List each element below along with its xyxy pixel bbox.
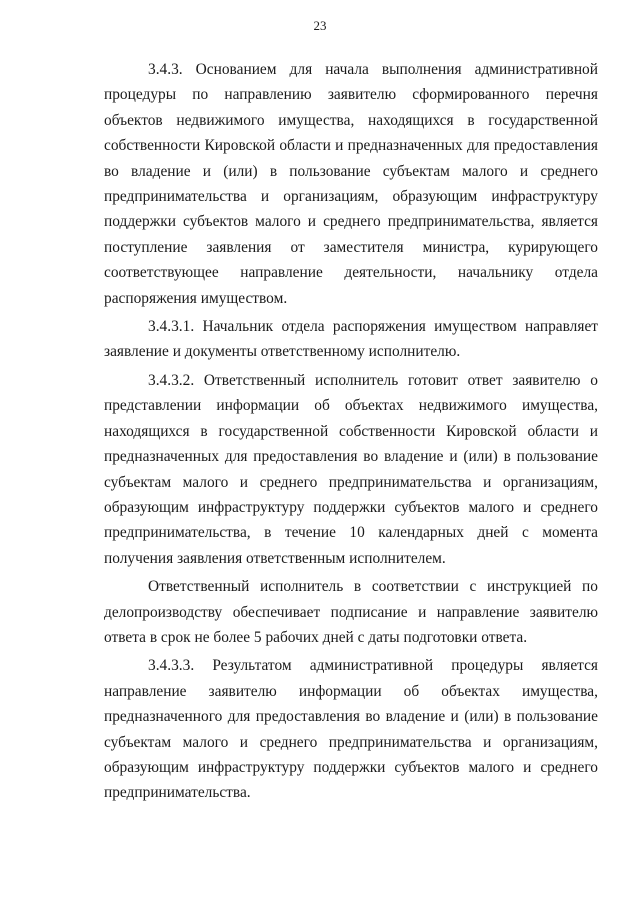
- paragraph-3-4-3-2: 3.4.3.2. Ответственный исполнитель готовит ответ заявителю о представлении информации об объектах недвижимого имущества, находящихся в государственной собственности Кировской области и предназначенных для предоставления во владение и (или) в пользование субъектам малого и среднего предпринимательства и организациям, образующим инфраструктуру поддержки субъектов малого и среднего предпринимательства, в течение 10 календарных дней с момента получения заявления ответственным исполнителем.: [104, 371, 598, 567]
- paragraph-3-4-3: 3.4.3. Основанием для начала выполнения административной процедуры по направлению заявителю сформированного перечня объектов недвижимого имущества, находящихся в государственной собственности Кировской области и предназначенных для предоставления во владение и (или) в пользование субъектам малого и среднего предпринимательства и организациям, образующим инфраструктуру поддержки субъектов малого и среднего предпринимательства, является поступление заявления от заместителя министра, курирующего соответствующее направление деятельности, начальнику отдела распоряжения имуществом.: [104, 61, 598, 307]
- paragraph-3-4-3-3: 3.4.3.3. Результатом административной процедуры является направление заявителю информации об объектах имущества, предназначенного для предоставления во владение и (или) в пользование субъектам малого и среднего предпринимательства и организациям, образующим инфраструктуру поддержки субъектов малого и среднего предпринимательства.: [104, 657, 598, 802]
- paragraph-responsible-executor: Ответственный исполнитель в соответствии с инструкцией по делопроизводству обеспечивает подписание и направление заявителю ответа в срок не более 5 рабочих дней с даты подготовки ответа.: [104, 578, 598, 646]
- document-body: [104, 57, 598, 806]
- page-number: 23: [313, 18, 327, 33]
- paragraph-3-4-3-1: 3.4.3.1. Начальник отдела распоряжения имуществом направляет заявление и документы ответственному исполнителю.: [104, 318, 598, 361]
